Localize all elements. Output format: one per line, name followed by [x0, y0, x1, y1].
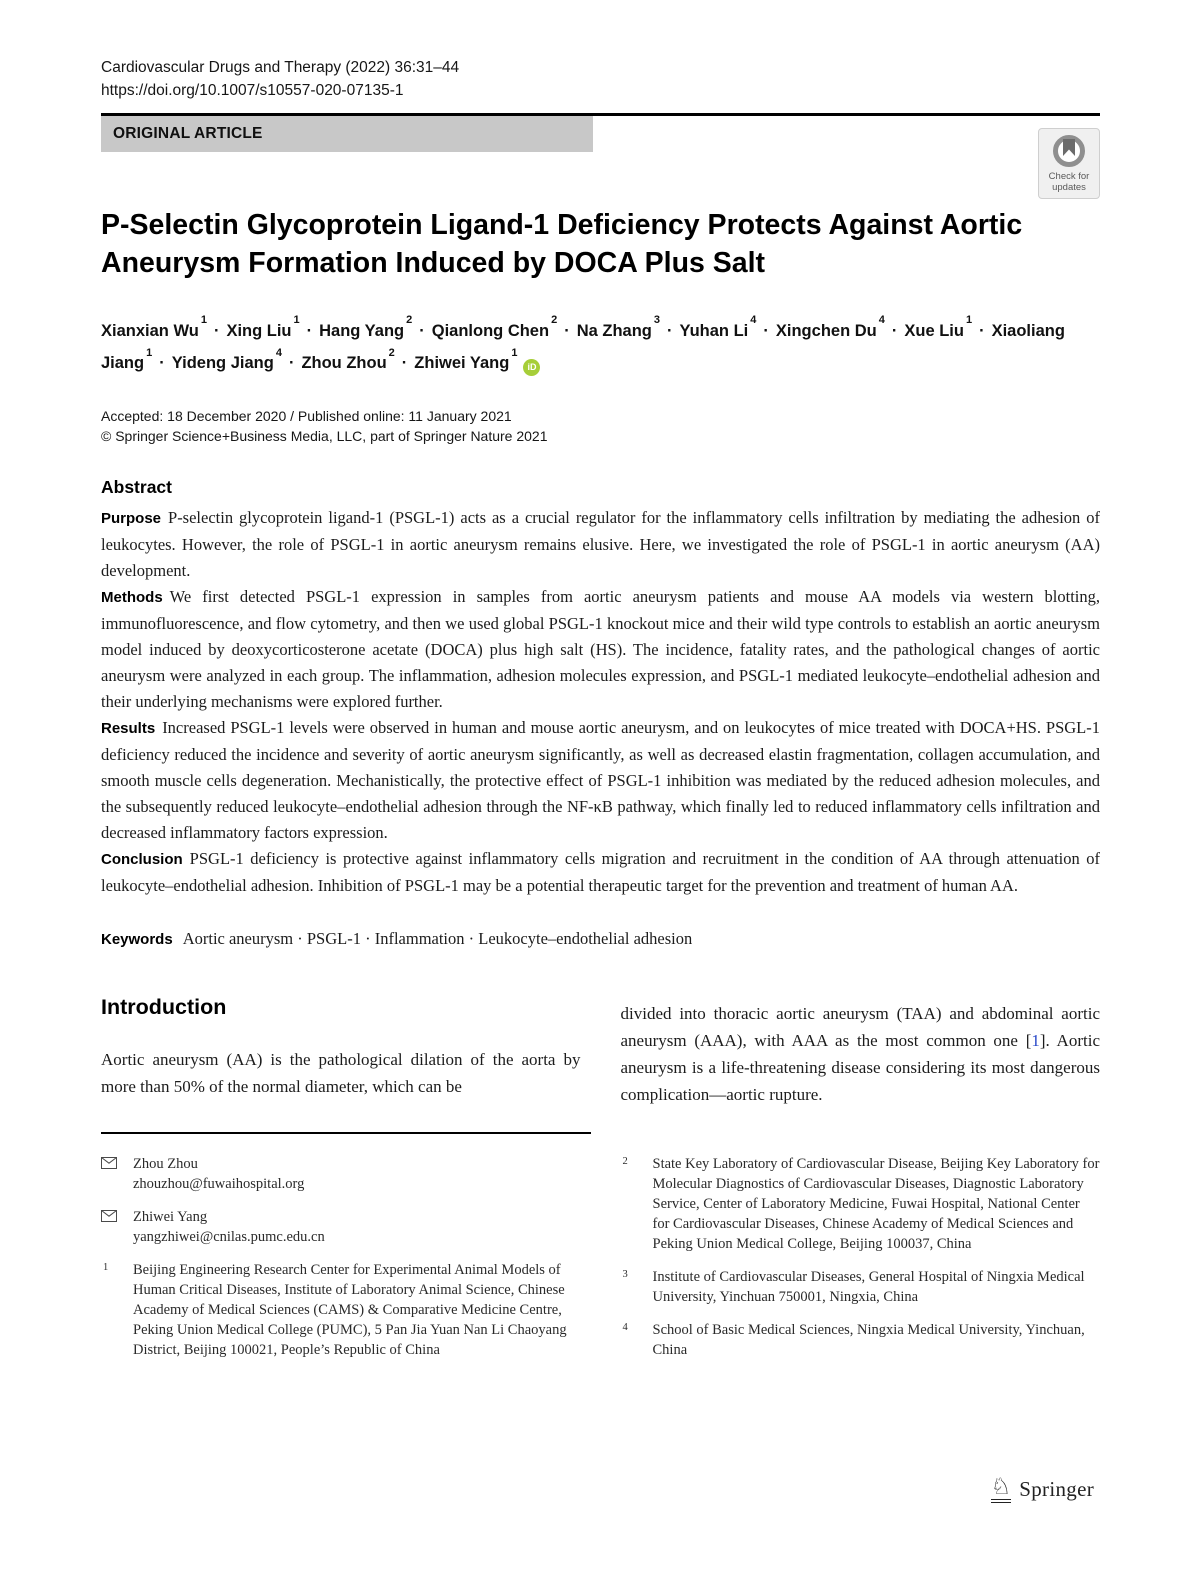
author: Yideng Jiang$^4$ [171, 346, 282, 372]
abstract-heading: Abstract [101, 477, 172, 497]
check-for-updates-line2: updates [1052, 182, 1086, 193]
footnotes-section [101, 1132, 1100, 1373]
author-separator: · [564, 321, 570, 340]
affiliation-number: 3 [622, 1269, 628, 1280]
introduction-right-text [621, 1000, 1101, 1108]
journal-reference: Cardiovascular Drugs and Therapy (2022) 36:31–44 [101, 59, 460, 76]
article-title: P-Selectin Glycoprotein Ligand-1 Deficiency Protects Against Aortic Aneurysm Formation Induced by DOCA Plus Salt [101, 209, 1023, 279]
abstract-label-methods: Methods [101, 589, 163, 606]
author: Xing Liu$^1$ [226, 314, 300, 340]
publication-dates [101, 407, 1100, 446]
author-list [101, 312, 1100, 377]
author-separator: · [401, 354, 408, 372]
introduction-right-column [621, 994, 1101, 1108]
abstract-paragraph-methods [101, 584, 1100, 715]
author-separator: · [306, 321, 313, 340]
affiliation-text: Institute of Cardiovascular Diseases, General Hospital of Ningxia Medical University, Yinchuan 750001, Ningxia, China [652, 1269, 1085, 1305]
author: Na Zhang$^3$ [576, 314, 660, 340]
abstract-text-conclusion: PSGL-1 deficiency is protective against inflammatory cells migration and recruitment in the condition of AA through attenuation of leukocyte–endothelial adhesion. Inhibition of PSGL-1 may be a potential therapeutic target for the prevention and treatment of human AA. [101, 849, 1100, 895]
bookmark-icon [1063, 139, 1075, 156]
abstract-label-purpose: Purpose [101, 510, 162, 527]
affiliation-entry [101, 1260, 581, 1360]
author-separator: · [159, 354, 165, 372]
envelope-icon [101, 1207, 133, 1247]
abstract-text-methods: We first detected PSGL-1 expression in samples from aortic aneurysm patients and mouse AA models via western blotting, immunofluorescence, and flow cytometry, and then we used global PSGL-1 knockout mice and their wild type controls to establish an aortic aneurysm model induced by deoxycorticosterone acetate (DOCA) plus high salt (HS). The incidence, fatality rates, and the pathological changes of aortic aneurysm were analyzed in each group. The inflammation, adhesion molecules expression, and PSGL-1 mediated leukocyte–endothelial adhesion and their underlying mechanisms were explored further. [101, 587, 1100, 711]
correspondence-entry [101, 1207, 581, 1247]
footnote-grid [101, 1154, 1100, 1373]
introduction-section [101, 994, 1100, 1108]
keywords-line [101, 927, 1100, 952]
abstract-label-conclusion: Conclusion [101, 851, 183, 868]
correspondence-email[interactable]: zhouzhou@fuwaihospital.org [133, 1176, 305, 1192]
introduction-left-column [101, 994, 581, 1108]
correspondence-name: Zhou Zhou [133, 1156, 198, 1172]
intro-right-after-citation: ]. Aortic aneurysm is a life-threatening disease considering its most dangerous complication—aortic rupture. [620, 1031, 1100, 1104]
author: Xiaoliang Jiang$^1$ [101, 321, 1065, 372]
abstract-label-results: Results [101, 720, 156, 737]
author: Hang Yang$^2$ [319, 314, 413, 340]
abstract-section [101, 476, 1100, 952]
citation-link-1[interactable]: 1 [1031, 1031, 1040, 1050]
check-for-updates-label [1042, 171, 1096, 193]
affiliation-number: 2 [622, 1156, 628, 1167]
affiliation-text: School of Basic Medical Sciences, Ningxia Medical University, Yinchuan, China [652, 1322, 1085, 1358]
affiliation-entry [621, 1320, 1101, 1360]
affiliation-text: Beijing Engineering Research Center for Experimental Animal Models of Human Critical Diseases, Institute of Laboratory Animal Science, Chinese Academy of Medical Sciences (CAMS) & Comparative Medicine Centre, Peking Union Medical College (PUMC), 5 Pan Jia Yuan Nan Li Chaoyang District, Beijing 100021, People’s Republic of China [133, 1262, 567, 1358]
author: Zhiwei Yang$^1$ [414, 346, 518, 372]
page [101, 0, 1100, 1373]
correspondence-email[interactable]: yangzhiwei@cnilas.pumc.edu.cn [133, 1229, 325, 1245]
introduction-heading: Introduction [101, 995, 227, 1019]
affiliation-number: 1 [103, 1262, 109, 1273]
author: Qianlong Chen$^2$ [431, 314, 558, 340]
envelope-icon [101, 1154, 133, 1194]
springer-logo [991, 1476, 1094, 1503]
abstract-paragraph-purpose [101, 505, 1100, 584]
introduction-left-text: Aortic aneurysm (AA) is the pathological dilation of the aorta by more than 50% of the normal diameter, which can be [101, 1050, 581, 1096]
author-separator: · [979, 321, 985, 340]
publisher-name: Springer [1019, 1477, 1094, 1501]
author: Zhou Zhou$^2$ [301, 346, 395, 372]
doi-link[interactable]: https://doi.org/10.1007/s10557-020-07135-1 [101, 82, 404, 99]
orcid-id-icon[interactable]: iD [523, 359, 540, 376]
keywords-label: Keywords [101, 931, 173, 948]
intro-right-before-citation: divided into thoracic aortic aneurysm (TAA) and abdominal aortic aneurysm (AAA), with AAA as the most common one [ [620, 1004, 1100, 1050]
copyright-line: © Springer Science+Business Media, LLC, part of Springer Nature 2021 [101, 427, 548, 444]
author-separator: · [419, 321, 425, 340]
author: Xue Liu$^1$ [904, 314, 973, 340]
affiliation-number: 4 [622, 1322, 628, 1333]
correspondence-name: Zhiwei Yang [133, 1209, 208, 1225]
article-type-banner: ORIGINAL ARTICLE [101, 116, 593, 152]
accepted-published-line: Accepted: 18 December 2020 / Published online: 11 January 2021 [101, 408, 512, 424]
springer-knight-icon: ♘ [991, 1476, 1012, 1503]
footnote-right-column [621, 1154, 1101, 1373]
footnote-left-column [101, 1154, 581, 1373]
author-separator: · [213, 321, 220, 340]
abstract-text-purpose: P-selectin glycoprotein ligand-1 (PSGL-1) acts as a crucial regulator for the inflammatory cells infiltration by mediating the adhesion of leukocytes. However, the role of PSGL-1 in aortic aneurysm remains elusive. Here, we investigated the role of PSGL-1 in aortic aneurysm (AA) development. [101, 508, 1100, 580]
keywords-text: Aortic aneurysm · PSGL-1 · Inflammation · Leukocyte–endothelial adhesion [182, 929, 693, 948]
author: Xianxian Wu$^1$ [101, 314, 207, 340]
author: Xingchen Du$^4$ [775, 314, 885, 340]
author-separator: · [288, 354, 295, 372]
affiliation-entry [621, 1267, 1101, 1307]
check-for-updates-badge[interactable] [1038, 128, 1100, 199]
article-type-row [101, 116, 1100, 193]
author-separator: · [667, 321, 673, 340]
abstract-paragraph-results [101, 715, 1100, 846]
author-separator: · [763, 321, 769, 340]
affiliation-entry [621, 1154, 1101, 1254]
author-separator: · [891, 321, 898, 340]
correspondence-entry [101, 1154, 581, 1194]
author: Yuhan Li$^4$ [679, 314, 757, 340]
bookmark-circle-icon [1053, 135, 1085, 167]
abstract-paragraph-conclusion [101, 846, 1100, 899]
footnote-divider [101, 1132, 591, 1134]
abstract-text-results: Increased PSGL-1 levels were observed in human and mouse aortic aneurysm, and on leukocytes of mice treated with DOCA+HS. PSGL-1 deficiency reduced the incidence and severity of aortic aneurysm significantly, as well as decreased elastin fragmentation, collagen accumulation, and smooth muscle cells degeneration. Mechanistically, the protective effect of PSGL-1 inhibition was mediated by the reduced adhesion molecules, and the subsequently reduced leukocyte–endothelial adhesion through the NF-κB pathway, which finally led to reduced inflammatory cells infiltration and decreased inflammatory factors expression. [101, 718, 1100, 842]
affiliation-text: State Key Laboratory of Cardiovascular Disease, Beijing Key Laboratory for Molecular Diagnostics of Cardiovascular Diseases, Diagnostic Laboratory Service, Center of Laboratory Medicine, Fuwai Hospital, National Center for Cardiovascular Diseases, Chinese Academy of Medical Sciences and Peking Union Medical College, Beijing 100037, China [652, 1156, 1100, 1252]
check-for-updates-line1: Check for [1048, 171, 1090, 182]
